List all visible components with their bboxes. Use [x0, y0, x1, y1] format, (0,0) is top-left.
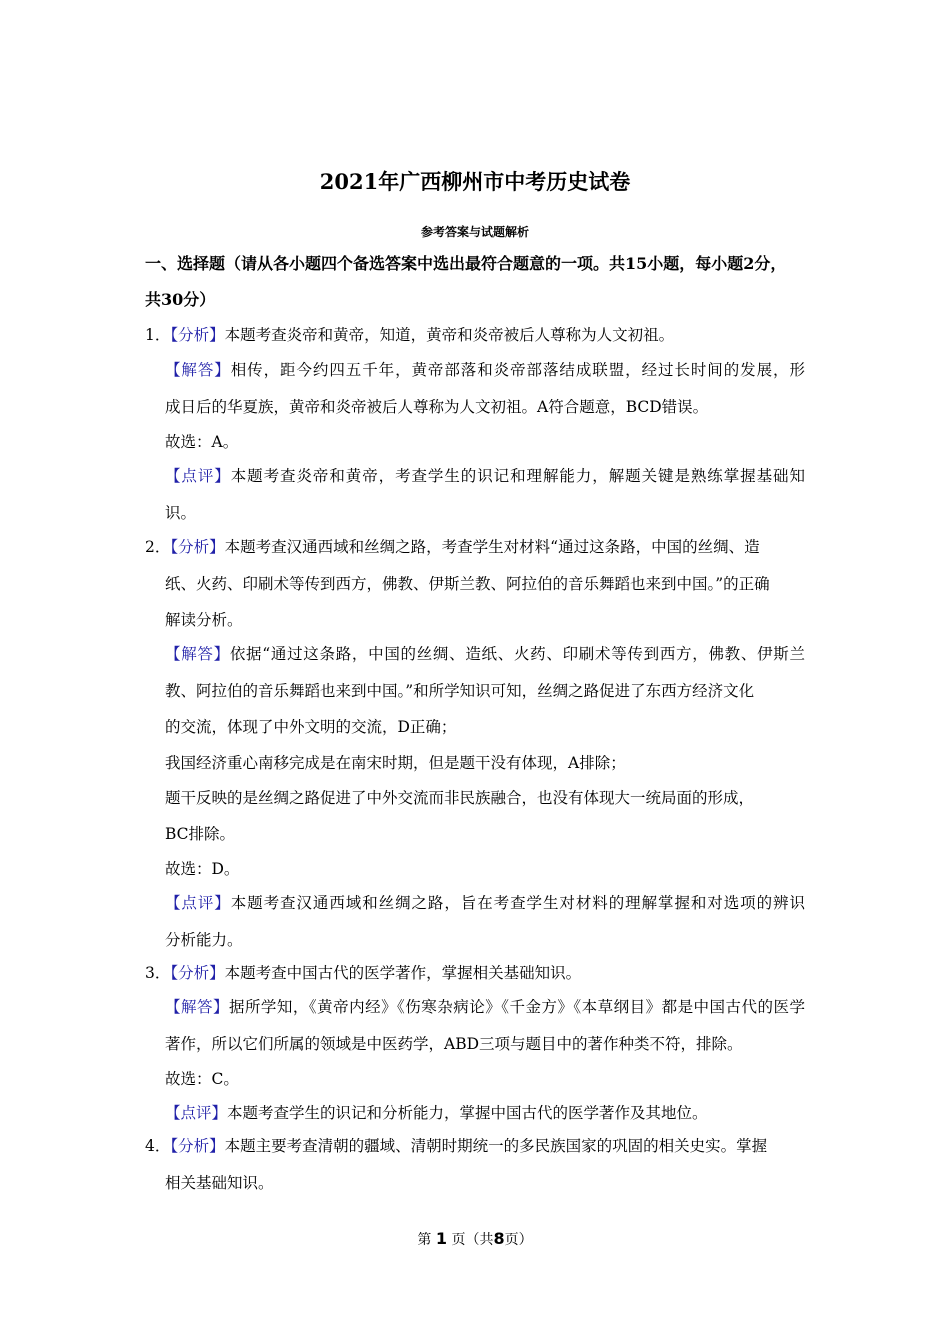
q1-answer-line-2: 成日后的华夏族，黄帝和炎帝被后人尊称为人文初祖。A符合题意，BCD错误。	[165, 398, 709, 416]
q2-analysis-text-1: 本题考查汉通西域和丝绸之路，考查学生对材料“通过这条路，中国的丝绸、造	[224, 538, 760, 556]
footer-prefix: 第	[417, 1232, 432, 1248]
q3-comment-text: 本题考查学生的识记和分析能力，掌握中国古代的医学著作及其地位。	[227, 1104, 708, 1122]
q2-analysis-line-3: 解读分析。	[165, 611, 243, 629]
q3-analysis	[145, 961, 581, 985]
footer-middle: 页（共	[451, 1232, 494, 1248]
page-subtitle: 参考答案与试题解析	[420, 225, 529, 239]
section-heading-line-2: 共30分）	[145, 290, 216, 309]
q3-choice: 故选：C。	[165, 1070, 239, 1088]
q1-analysis	[145, 323, 674, 347]
q3-answer-line-1	[165, 995, 805, 1019]
answer-tag: 【解答】	[165, 361, 231, 379]
q4-analysis-line-2: 相关基础知识。	[165, 1174, 274, 1192]
q2-answer-line-2: 教、阿拉伯的音乐舞蹈也来到中国。”和所学知识可知，丝绸之路促进了东西方经济文化	[165, 682, 755, 700]
q3-number: 3．	[145, 964, 171, 982]
q2-comment-text-1: 本题考查汉通西域和丝绸之路，旨在考查学生对材料的理解掌握和对选项的辨识	[230, 894, 805, 912]
q2-answer-line-5: 题干反映的是丝绸之路促进了中外交流而非民族融合，也没有体现大一统局面的形成，	[165, 789, 755, 807]
q1-choice: 故选：A。	[165, 433, 239, 451]
q1-analysis-text: 本题考查炎帝和黄帝，知道，黄帝和炎帝被后人尊称为人文初祖。	[224, 326, 675, 344]
q4-analysis-text-1: 本题主要考查清朝的疆域、清朝时期统一的多民族国家的巩固的相关史实。掌握	[224, 1137, 768, 1155]
q2-answer-line-4: 我国经济重心南移完成是在南宋时期，但是题干没有体现，A排除；	[165, 754, 626, 772]
q1-number: 1．	[145, 326, 171, 344]
q2-answer-line-1	[165, 642, 805, 666]
footer-page-number: 1	[435, 1229, 447, 1248]
page-footer	[0, 1227, 950, 1252]
section-heading-line-1: 一、选择题（请从各小题四个备选答案中选出最符合题意的一项。共15小题，每小题2分，	[145, 254, 787, 273]
q2-comment-line-2: 分析能力。	[165, 931, 243, 949]
q1-comment-line-2: 识。	[165, 504, 197, 522]
q2-number: 2．	[145, 538, 171, 556]
comment-tag: 【点评】	[165, 467, 231, 485]
q3-comment	[165, 1101, 708, 1125]
comment-tag: 【点评】	[165, 1104, 228, 1122]
q2-answer-line-3: 的交流，体现了中外文明的交流，D正确；	[165, 718, 457, 736]
analysis-tag: 【分析】	[170, 326, 225, 344]
q2-analysis-line-1	[145, 535, 805, 559]
answer-tag: 【解答】	[165, 998, 229, 1016]
analysis-tag: 【分析】	[170, 538, 225, 556]
q1-comment-line-1	[165, 464, 805, 488]
q1-comment-text-1: 本题考查炎帝和黄帝，考查学生的识记和理解能力，解题关键是熟练掌握基础知	[230, 467, 805, 485]
q3-answer-line-2: 著作，所以它们所属的领域是中医药学，ABD三项与题目中的著作种类不符，排除。	[165, 1035, 743, 1053]
footer-suffix: 页）	[504, 1232, 533, 1248]
q3-analysis-text: 本题考查中国古代的医学著作，掌握相关基础知识。	[224, 964, 582, 982]
q1-answer-line-1	[165, 358, 805, 382]
comment-tag: 【点评】	[165, 894, 231, 912]
section-heading-cont	[145, 282, 817, 318]
q3-answer-text-1: 据所学知，《黄帝内经》《伤寒杂病论》《千金方》《本草纲目》都是中国古代的医学	[228, 998, 805, 1016]
analysis-tag: 【分析】	[170, 964, 225, 982]
q4-number: 4．	[145, 1137, 171, 1155]
q2-comment-line-1	[165, 891, 805, 915]
analysis-tag: 【分析】	[170, 1137, 225, 1155]
page-title: 2021年广西柳州市中考历史试卷	[319, 169, 631, 194]
answer-tag: 【解答】	[165, 645, 230, 663]
q4-analysis-line-1	[145, 1134, 805, 1158]
footer-total-pages: 8	[493, 1229, 505, 1248]
q2-choice: 故选：D。	[165, 860, 240, 878]
q2-analysis-line-2: 纸、火药、印刷术等传到西方，佛教、伊斯兰教、阿拉伯的音乐舞蹈也来到中国。”的正确	[165, 575, 770, 593]
q1-answer-text-1: 相传，距今约四五千年，黄帝部落和炎帝部落结成联盟，经过长时间的发展，形	[230, 361, 805, 379]
q2-answer-text-1: 依据“通过这条路，中国的丝绸、造纸、火药、印刷术等传到西方，佛教、伊斯兰	[229, 645, 805, 663]
section-heading	[145, 246, 817, 282]
q2-answer-line-6: BC排除。	[165, 825, 236, 843]
